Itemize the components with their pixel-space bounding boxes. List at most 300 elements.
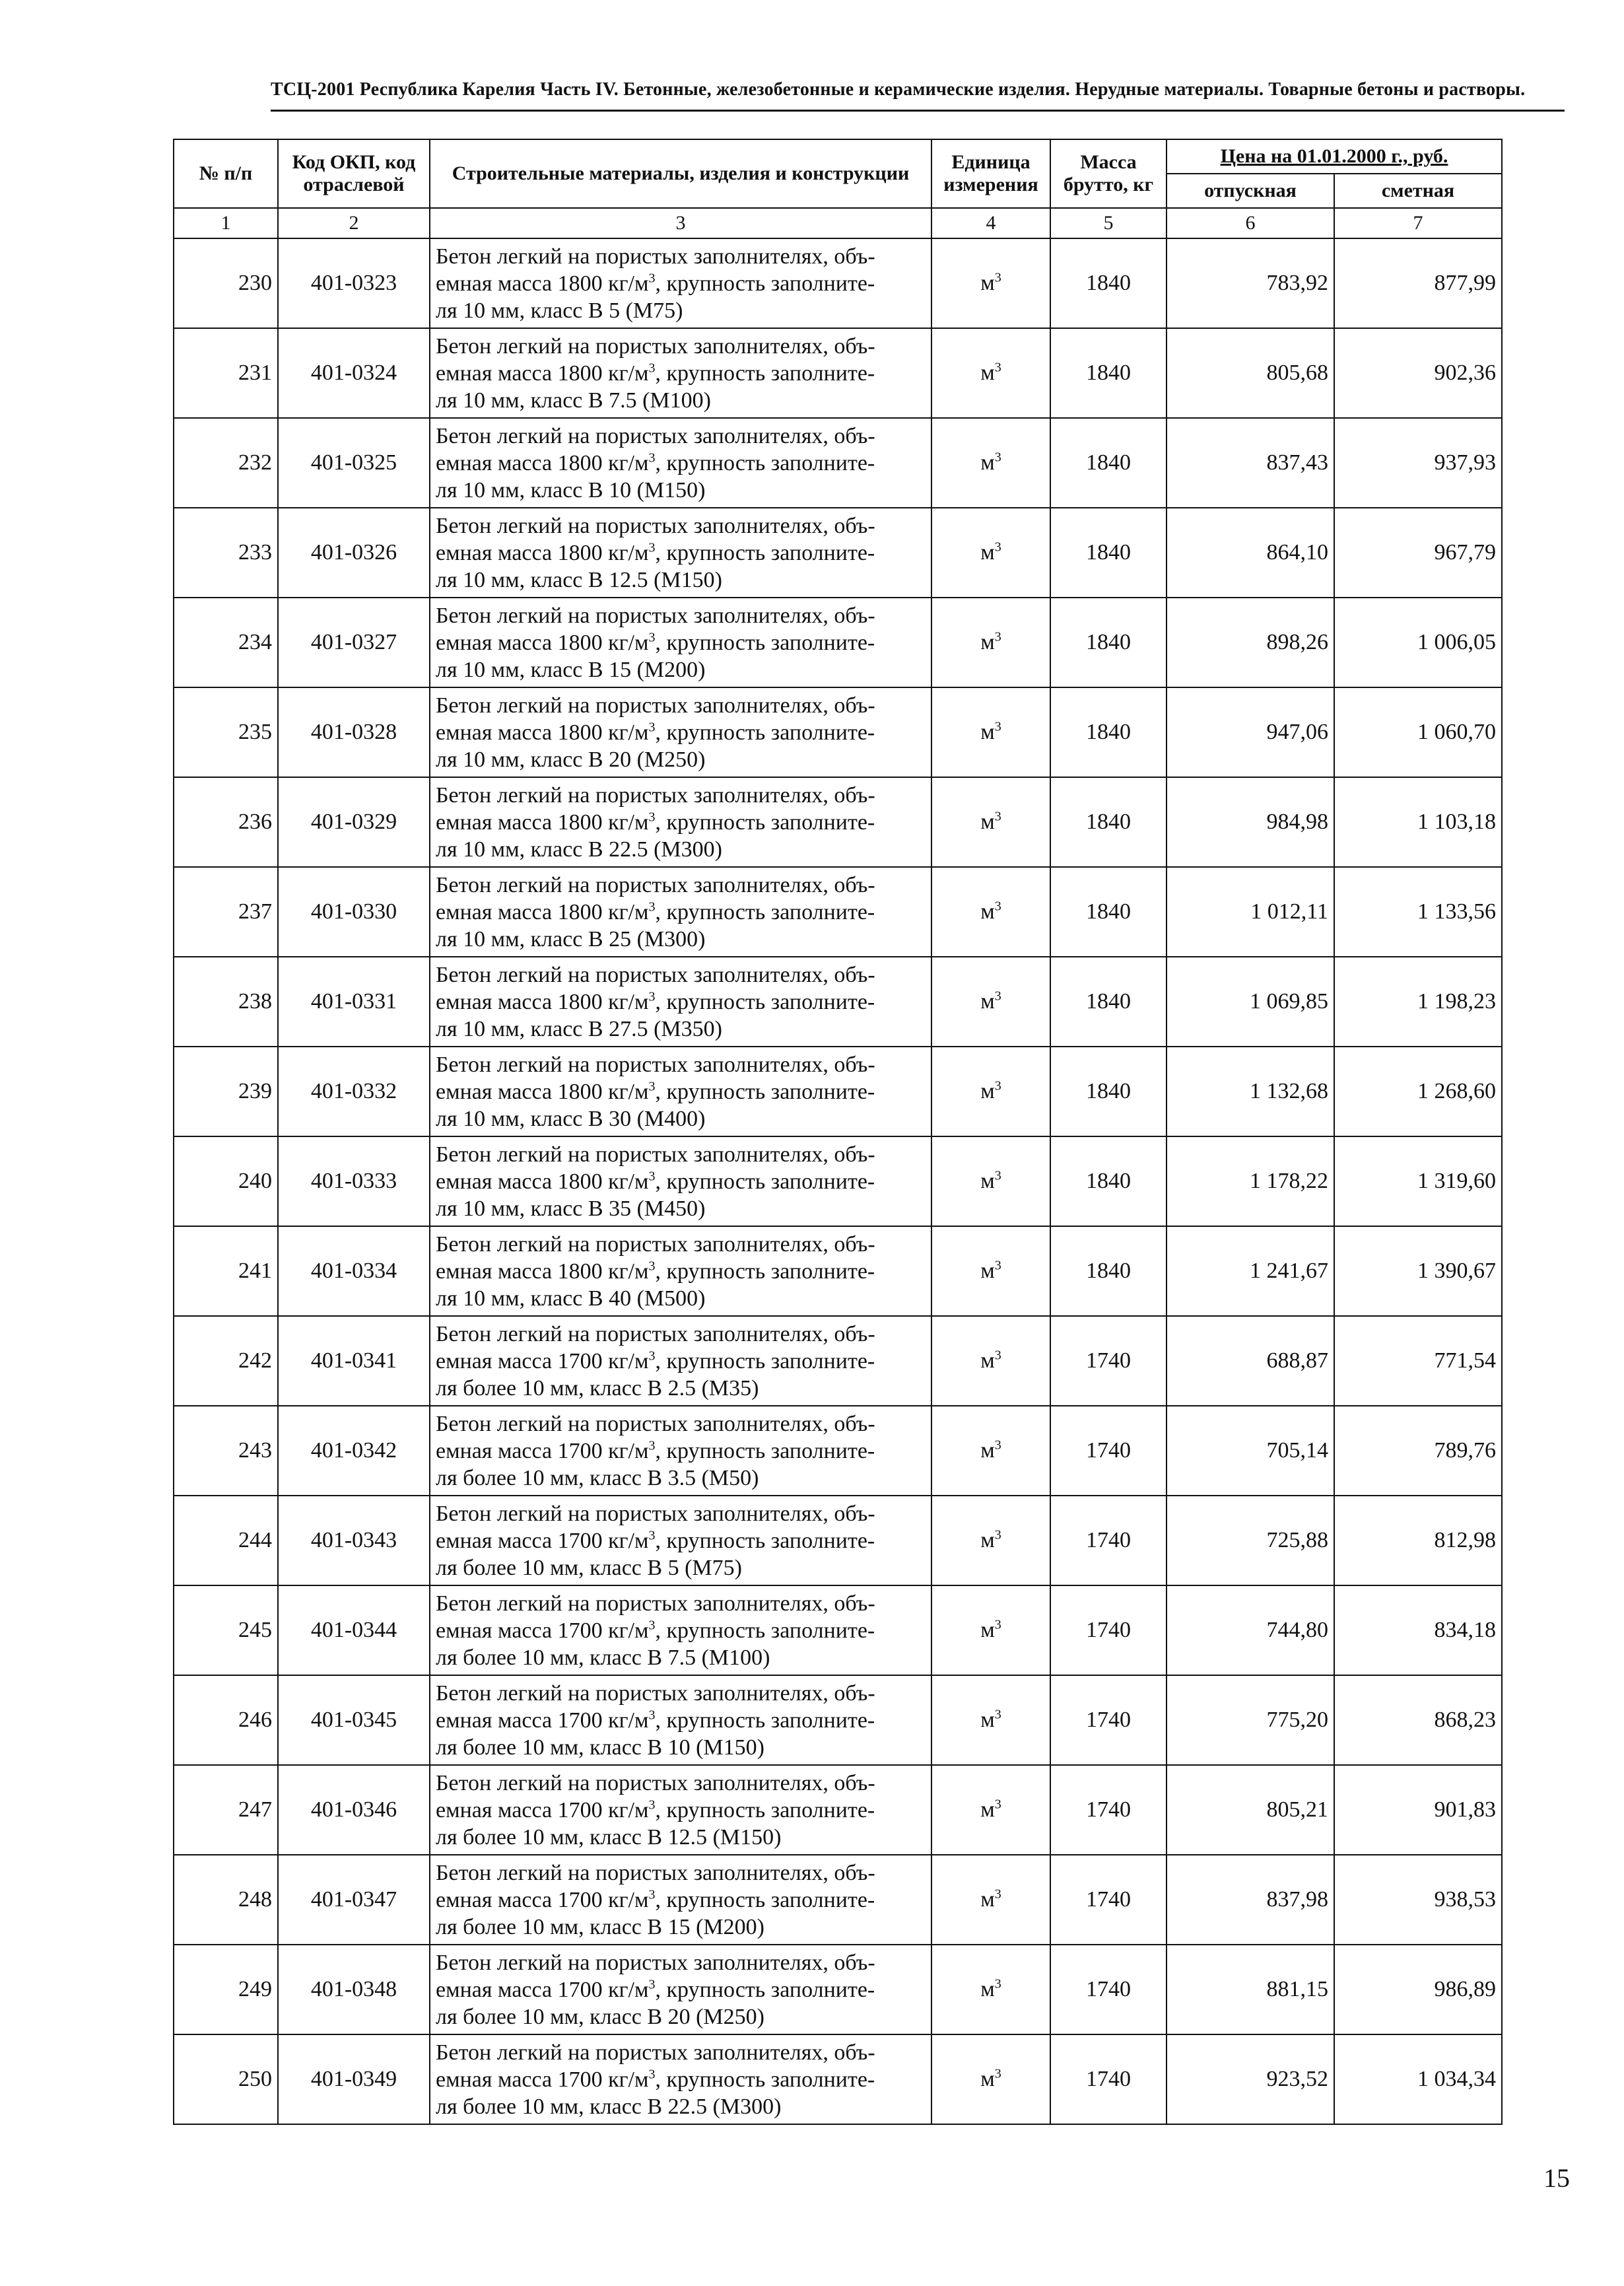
okp-code: 401-0323 bbox=[278, 238, 430, 328]
unit-exponent: 3 bbox=[648, 540, 656, 555]
okp-code: 401-0348 bbox=[278, 1945, 430, 2034]
unit-exponent: 3 bbox=[994, 1887, 1001, 1902]
description-line: ля 10 мм, класс В 12.5 (М150) bbox=[436, 567, 722, 592]
estimate-price: 1 198,23 bbox=[1334, 957, 1502, 1047]
okp-code: 401-0324 bbox=[278, 328, 430, 418]
description-line: емная масса 1800 кг/м bbox=[436, 720, 649, 745]
description-line: ля более 10 мм, класс В 10 (М150) bbox=[436, 1735, 764, 1760]
estimate-price: 1 133,56 bbox=[1334, 867, 1502, 957]
row-number: 234 bbox=[174, 598, 278, 687]
description-line: емная масса 1700 кг/м bbox=[436, 2067, 649, 2092]
description-line: , крупность заполните- bbox=[655, 1708, 875, 1733]
unit-of-measure bbox=[931, 238, 1050, 328]
unit-exponent: 3 bbox=[994, 1168, 1001, 1183]
description-line: ля 10 мм, класс В 35 (М450) bbox=[436, 1196, 706, 1221]
release-price: 1 178,22 bbox=[1167, 1136, 1334, 1226]
unit-exponent: 3 bbox=[648, 810, 656, 825]
description-line: емная масса 1800 кг/м bbox=[436, 540, 649, 565]
description-line: ля 10 мм, класс В 20 (М250) bbox=[436, 747, 706, 772]
unit-of-measure bbox=[931, 1945, 1050, 2034]
row-number: 243 bbox=[174, 1406, 278, 1496]
release-price: 837,98 bbox=[1167, 1855, 1334, 1945]
description-line: , крупность заполните- bbox=[655, 2067, 875, 2092]
description-line: ля 10 мм, класс В 15 (М200) bbox=[436, 657, 706, 682]
unit-base: м bbox=[980, 1079, 995, 1103]
okp-code: 401-0344 bbox=[278, 1585, 430, 1675]
unit-exponent: 3 bbox=[994, 988, 1001, 1004]
description-line: емная масса 1800 кг/м bbox=[436, 899, 649, 924]
unit-of-measure bbox=[931, 328, 1050, 418]
gross-mass: 1740 bbox=[1050, 2034, 1167, 2124]
unit-base: м bbox=[980, 1169, 995, 1193]
gross-mass: 1740 bbox=[1050, 1945, 1167, 2034]
description-line: , крупность заполните- bbox=[655, 361, 875, 386]
unit-exponent: 3 bbox=[994, 629, 1001, 644]
gross-mass: 1840 bbox=[1050, 508, 1167, 598]
gross-mass: 1840 bbox=[1050, 1136, 1167, 1226]
unit-of-measure bbox=[931, 2034, 1050, 2124]
unit-exponent: 3 bbox=[648, 1528, 656, 1543]
material-description bbox=[430, 1316, 931, 1406]
table-row bbox=[174, 598, 1502, 687]
unit-exponent: 3 bbox=[994, 360, 1001, 375]
release-price: 775,20 bbox=[1167, 1675, 1334, 1765]
table-row bbox=[174, 777, 1502, 867]
estimate-price: 1 034,34 bbox=[1334, 2034, 1502, 2124]
gross-mass: 1840 bbox=[1050, 957, 1167, 1047]
header-divider bbox=[271, 110, 1565, 112]
estimate-price: 1 006,05 bbox=[1334, 598, 1502, 687]
row-number: 231 bbox=[174, 328, 278, 418]
release-price: 688,87 bbox=[1167, 1316, 1334, 1406]
okp-code: 401-0327 bbox=[278, 598, 430, 687]
description-line: емная масса 1800 кг/м bbox=[436, 630, 649, 655]
row-number: 239 bbox=[174, 1047, 278, 1136]
table-row bbox=[174, 2034, 1502, 2124]
unit-of-measure bbox=[931, 1765, 1050, 1855]
unit-of-measure bbox=[931, 1496, 1050, 1585]
unit-of-measure bbox=[931, 1585, 1050, 1675]
description-line: ля 10 мм, класс В 10 (М150) bbox=[436, 477, 706, 502]
description-line: , крупность заполните- bbox=[655, 271, 875, 296]
description-line: емная масса 1800 кг/м bbox=[436, 810, 649, 835]
description-line: емная масса 1800 кг/м bbox=[436, 450, 649, 475]
description-line: ля более 10 мм, класс В 7.5 (М100) bbox=[436, 1645, 770, 1670]
unit-exponent: 3 bbox=[648, 1977, 656, 1992]
unit-base: м bbox=[980, 1259, 995, 1283]
description-line: Бетон легкий на пористых заполнителях, объ- bbox=[436, 872, 875, 897]
description-line: , крупность заполните- bbox=[655, 1348, 875, 1373]
description-line: ля 10 мм, класс В 22.5 (М300) bbox=[436, 837, 722, 862]
estimate-price: 1 390,67 bbox=[1334, 1226, 1502, 1316]
row-number: 241 bbox=[174, 1226, 278, 1316]
unit-exponent: 3 bbox=[994, 1976, 1001, 1992]
release-price: 1 132,68 bbox=[1167, 1047, 1334, 1136]
description-line: емная масса 1700 кг/м bbox=[436, 1438, 649, 1463]
unit-exponent: 3 bbox=[648, 271, 656, 286]
unit-exponent: 3 bbox=[648, 1887, 656, 1902]
material-description bbox=[430, 1226, 931, 1316]
description-line: емная масса 1800 кг/м bbox=[436, 1079, 649, 1104]
row-number: 249 bbox=[174, 1945, 278, 2034]
unit-of-measure bbox=[931, 1316, 1050, 1406]
row-number: 248 bbox=[174, 1855, 278, 1945]
unit-exponent: 3 bbox=[648, 450, 656, 466]
okp-code: 401-0332 bbox=[278, 1047, 430, 1136]
row-number: 244 bbox=[174, 1496, 278, 1585]
estimate-price: 834,18 bbox=[1334, 1585, 1502, 1675]
okp-code: 401-0325 bbox=[278, 418, 430, 508]
release-price: 705,14 bbox=[1167, 1406, 1334, 1496]
unit-exponent: 3 bbox=[994, 1707, 1001, 1722]
unit-of-measure bbox=[931, 1406, 1050, 1496]
unit-exponent: 3 bbox=[648, 989, 656, 1004]
table-row bbox=[174, 1585, 1502, 1675]
description-line: , крупность заполните- bbox=[655, 1079, 875, 1104]
description-line: Бетон легкий на пористых заполнителях, объ- bbox=[436, 1950, 875, 1975]
column-number: 4 bbox=[931, 208, 1050, 238]
unit-base: м bbox=[980, 1348, 995, 1373]
description-line: ля более 10 мм, класс В 3.5 (М50) bbox=[436, 1465, 759, 1490]
material-description bbox=[430, 1496, 931, 1585]
header-unit: Единица измерения bbox=[931, 139, 1050, 208]
description-line: емная масса 1700 кг/м bbox=[436, 1618, 649, 1643]
table-body bbox=[174, 238, 1502, 2124]
gross-mass: 1840 bbox=[1050, 598, 1167, 687]
unit-base: м bbox=[980, 1438, 995, 1463]
row-number: 242 bbox=[174, 1316, 278, 1406]
okp-code: 401-0329 bbox=[278, 777, 430, 867]
table-row bbox=[174, 1765, 1502, 1855]
column-number: 1 bbox=[174, 208, 278, 238]
unit-exponent: 3 bbox=[648, 1079, 656, 1094]
release-price: 1 012,11 bbox=[1167, 867, 1334, 957]
description-line: емная масса 1800 кг/м bbox=[436, 1259, 649, 1284]
unit-exponent: 3 bbox=[994, 1437, 1001, 1453]
unit-of-measure bbox=[931, 1855, 1050, 1945]
release-price: 984,98 bbox=[1167, 777, 1334, 867]
unit-base: м bbox=[980, 1708, 995, 1732]
description-line: емная масса 1800 кг/м bbox=[436, 1169, 649, 1194]
description-line: емная масса 1700 кг/м bbox=[436, 1528, 649, 1553]
unit-of-measure bbox=[931, 957, 1050, 1047]
estimate-price: 938,53 bbox=[1334, 1855, 1502, 1945]
description-line: емная масса 1800 кг/м bbox=[436, 989, 649, 1014]
row-number: 246 bbox=[174, 1675, 278, 1765]
table-row bbox=[174, 1316, 1502, 1406]
description-line: ля более 10 мм, класс В 12.5 (М150) bbox=[436, 1824, 782, 1850]
okp-code: 401-0343 bbox=[278, 1496, 430, 1585]
table-row bbox=[174, 238, 1502, 328]
unit-base: м bbox=[980, 2067, 995, 2091]
estimate-price: 937,93 bbox=[1334, 418, 1502, 508]
page-number: 15 bbox=[1543, 2163, 1570, 2193]
release-price: 805,21 bbox=[1167, 1765, 1334, 1855]
description-line: , крупность заполните- bbox=[655, 630, 875, 655]
unit-of-measure bbox=[931, 598, 1050, 687]
unit-base: м bbox=[980, 899, 995, 924]
column-number: 5 bbox=[1050, 208, 1167, 238]
unit-exponent: 3 bbox=[648, 361, 656, 376]
okp-code: 401-0328 bbox=[278, 687, 430, 777]
unit-exponent: 3 bbox=[648, 1438, 656, 1453]
unit-exponent: 3 bbox=[994, 270, 1001, 285]
description-line: , крупность заполните- bbox=[655, 1618, 875, 1643]
release-price: 725,88 bbox=[1167, 1496, 1334, 1585]
table-row bbox=[174, 328, 1502, 418]
description-line: Бетон легкий на пористых заполнителях, объ- bbox=[436, 2040, 875, 2065]
header-code: Код ОКП, код отраслевой bbox=[278, 139, 430, 208]
release-price: 837,43 bbox=[1167, 418, 1334, 508]
description-line: Бетон легкий на пористых заполнителях, объ- bbox=[436, 1231, 875, 1257]
estimate-price: 771,54 bbox=[1334, 1316, 1502, 1406]
material-description bbox=[430, 2034, 931, 2124]
unit-base: м bbox=[980, 810, 995, 834]
release-price: 898,26 bbox=[1167, 598, 1334, 687]
unit-exponent: 3 bbox=[648, 1259, 656, 1274]
estimate-price: 902,36 bbox=[1334, 328, 1502, 418]
unit-base: м bbox=[980, 989, 995, 1014]
description-line: Бетон легкий на пористых заполнителях, объ- bbox=[436, 1142, 875, 1167]
unit-base: м bbox=[980, 271, 995, 295]
okp-code: 401-0341 bbox=[278, 1316, 430, 1406]
gross-mass: 1840 bbox=[1050, 687, 1167, 777]
unit-base: м bbox=[980, 361, 995, 385]
description-line: Бетон легкий на пористых заполнителях, объ- bbox=[436, 1411, 875, 1436]
header-estimate-price: сметная bbox=[1334, 174, 1502, 208]
okp-code: 401-0349 bbox=[278, 2034, 430, 2124]
unit-exponent: 3 bbox=[994, 1797, 1001, 1812]
estimate-price: 1 060,70 bbox=[1334, 687, 1502, 777]
estimate-price: 1 319,60 bbox=[1334, 1136, 1502, 1226]
okp-code: 401-0347 bbox=[278, 1855, 430, 1945]
header-num: № п/п bbox=[174, 139, 278, 208]
unit-exponent: 3 bbox=[648, 1618, 656, 1633]
table-row bbox=[174, 1226, 1502, 1316]
column-number: 6 bbox=[1167, 208, 1334, 238]
material-description bbox=[430, 598, 931, 687]
description-line: Бетон легкий на пористых заполнителях, объ- bbox=[436, 513, 875, 538]
description-line: ля 10 мм, класс В 40 (М500) bbox=[436, 1286, 706, 1311]
row-number: 238 bbox=[174, 957, 278, 1047]
unit-exponent: 3 bbox=[994, 899, 1001, 914]
estimate-price: 967,79 bbox=[1334, 508, 1502, 598]
description-line: , крупность заполните- bbox=[655, 1977, 875, 2002]
unit-of-measure bbox=[931, 777, 1050, 867]
description-line: ля 10 мм, класс В 25 (М300) bbox=[436, 926, 706, 952]
unit-of-measure bbox=[931, 1136, 1050, 1226]
estimate-price: 868,23 bbox=[1334, 1675, 1502, 1765]
unit-exponent: 3 bbox=[994, 719, 1001, 734]
gross-mass: 1840 bbox=[1050, 328, 1167, 418]
gross-mass: 1840 bbox=[1050, 867, 1167, 957]
row-number: 250 bbox=[174, 2034, 278, 2124]
description-line: , крупность заполните- bbox=[655, 720, 875, 745]
unit-base: м bbox=[980, 540, 995, 565]
table-row bbox=[174, 1047, 1502, 1136]
unit-exponent: 3 bbox=[648, 899, 656, 915]
description-line: , крупность заполните- bbox=[655, 1169, 875, 1194]
unit-exponent: 3 bbox=[994, 1078, 1001, 1093]
row-number: 240 bbox=[174, 1136, 278, 1226]
description-line: емная масса 1700 кг/м bbox=[436, 1797, 649, 1822]
material-description bbox=[430, 1585, 931, 1675]
unit-base: м bbox=[980, 1887, 995, 1912]
header-mass: Масса брутто, кг bbox=[1050, 139, 1167, 208]
gross-mass: 1840 bbox=[1050, 418, 1167, 508]
table-row bbox=[174, 1855, 1502, 1945]
release-price: 947,06 bbox=[1167, 687, 1334, 777]
gross-mass: 1740 bbox=[1050, 1316, 1167, 1406]
estimate-price: 1 268,60 bbox=[1334, 1047, 1502, 1136]
gross-mass: 1840 bbox=[1050, 1226, 1167, 1316]
estimate-price: 901,83 bbox=[1334, 1765, 1502, 1855]
release-price: 1 069,85 bbox=[1167, 957, 1334, 1047]
table-row bbox=[174, 957, 1502, 1047]
description-line: ля более 10 мм, класс В 15 (М200) bbox=[436, 1914, 764, 1939]
unit-base: м bbox=[980, 1797, 995, 1822]
description-line: Бетон легкий на пористых заполнителях, объ- bbox=[436, 1860, 875, 1885]
table-row bbox=[174, 508, 1502, 598]
estimate-price: 877,99 bbox=[1334, 238, 1502, 328]
column-number: 3 bbox=[430, 208, 931, 238]
description-line: , крупность заполните- bbox=[655, 1259, 875, 1284]
description-line: емная масса 1800 кг/м bbox=[436, 361, 649, 386]
description-line: Бетон легкий на пористых заполнителях, объ- bbox=[436, 333, 875, 359]
material-description bbox=[430, 1047, 931, 1136]
row-number: 230 bbox=[174, 238, 278, 328]
description-line: емная масса 1700 кг/м bbox=[436, 1708, 649, 1733]
description-line: , крупность заполните- bbox=[655, 1438, 875, 1463]
release-price: 1 241,67 bbox=[1167, 1226, 1334, 1316]
material-description bbox=[430, 1765, 931, 1855]
gross-mass: 1740 bbox=[1050, 1406, 1167, 1496]
table-row bbox=[174, 1136, 1502, 1226]
unit-exponent: 3 bbox=[994, 1527, 1001, 1542]
header-material: Строительные материалы, изделия и конструкции bbox=[430, 139, 931, 208]
gross-mass: 1740 bbox=[1050, 1585, 1167, 1675]
description-line: , крупность заполните- bbox=[655, 1887, 875, 1912]
unit-exponent: 3 bbox=[648, 1169, 656, 1184]
material-description bbox=[430, 867, 931, 957]
description-line: ля 10 мм, класс В 5 (М75) bbox=[436, 298, 683, 323]
okp-code: 401-0326 bbox=[278, 508, 430, 598]
row-number: 236 bbox=[174, 777, 278, 867]
unit-base: м bbox=[980, 1528, 995, 1552]
gross-mass: 1740 bbox=[1050, 1855, 1167, 1945]
material-description bbox=[430, 1406, 931, 1496]
row-number: 245 bbox=[174, 1585, 278, 1675]
release-price: 744,80 bbox=[1167, 1585, 1334, 1675]
unit-exponent: 3 bbox=[648, 1797, 656, 1813]
material-description bbox=[430, 777, 931, 867]
page-header: ТСЦ-2001 Республика Карелия Часть IV. Бетонные, железобетонные и керамические изделия. Нерудные материалы. Товарные бетоны и растворы. bbox=[271, 79, 1526, 100]
release-price: 783,92 bbox=[1167, 238, 1334, 328]
description-line: ля 10 мм, класс В 30 (М400) bbox=[436, 1106, 706, 1131]
unit-of-measure bbox=[931, 508, 1050, 598]
unit-exponent: 3 bbox=[994, 1617, 1001, 1632]
description-line: Бетон легкий на пористых заполнителях, объ- bbox=[436, 1680, 875, 1706]
description-line: Бетон легкий на пористых заполнителях, объ- bbox=[436, 423, 875, 448]
description-line: Бетон легкий на пористых заполнителях, объ- bbox=[436, 693, 875, 718]
gross-mass: 1740 bbox=[1050, 1765, 1167, 1855]
unit-of-measure bbox=[931, 1226, 1050, 1316]
release-price: 881,15 bbox=[1167, 1945, 1334, 2034]
okp-code: 401-0346 bbox=[278, 1765, 430, 1855]
description-line: ля более 10 мм, класс В 5 (М75) bbox=[436, 1555, 742, 1580]
description-line: ля 10 мм, класс В 27.5 (М350) bbox=[436, 1016, 722, 1041]
material-description bbox=[430, 1675, 931, 1765]
material-description bbox=[430, 1136, 931, 1226]
table-row bbox=[174, 867, 1502, 957]
description-line: Бетон легкий на пористых заполнителях, объ- bbox=[436, 962, 875, 987]
estimate-price: 1 103,18 bbox=[1334, 777, 1502, 867]
row-number: 232 bbox=[174, 418, 278, 508]
unit-base: м bbox=[980, 630, 995, 654]
description-line: , крупность заполните- bbox=[655, 899, 875, 924]
unit-exponent: 3 bbox=[994, 1258, 1001, 1273]
column-number: 2 bbox=[278, 208, 430, 238]
description-line: , крупность заполните- bbox=[655, 450, 875, 475]
description-line: ля 10 мм, класс В 7.5 (М100) bbox=[436, 388, 711, 413]
unit-base: м bbox=[980, 1618, 995, 1642]
description-line: емная масса 1800 кг/м bbox=[436, 271, 649, 296]
unit-of-measure bbox=[931, 1047, 1050, 1136]
description-line: ля более 10 мм, класс В 22.5 (М300) bbox=[436, 2094, 782, 2119]
column-number-row bbox=[174, 208, 1502, 238]
estimate-price: 812,98 bbox=[1334, 1496, 1502, 1585]
row-number: 233 bbox=[174, 508, 278, 598]
release-price: 805,68 bbox=[1167, 328, 1334, 418]
okp-code: 401-0342 bbox=[278, 1406, 430, 1496]
description-line: ля более 10 мм, класс В 20 (М250) bbox=[436, 2004, 764, 2029]
description-line: Бетон легкий на пористых заполнителях, объ- bbox=[436, 782, 875, 808]
unit-exponent: 3 bbox=[994, 809, 1001, 824]
description-line: , крупность заполните- bbox=[655, 1528, 875, 1553]
table-row bbox=[174, 1496, 1502, 1585]
table-row bbox=[174, 1406, 1502, 1496]
okp-code: 401-0333 bbox=[278, 1136, 430, 1226]
unit-of-measure bbox=[931, 687, 1050, 777]
description-line: Бетон легкий на пористых заполнителях, объ- bbox=[436, 244, 875, 269]
unit-of-measure bbox=[931, 867, 1050, 957]
table-row bbox=[174, 687, 1502, 777]
header-price: Цена на 01.01.2000 г., руб. bbox=[1167, 139, 1502, 174]
gross-mass: 1840 bbox=[1050, 238, 1167, 328]
gross-mass: 1840 bbox=[1050, 1047, 1167, 1136]
unit-exponent: 3 bbox=[994, 1348, 1001, 1363]
description-line: , крупность заполните- bbox=[655, 810, 875, 835]
row-number: 235 bbox=[174, 687, 278, 777]
column-number: 7 bbox=[1334, 208, 1502, 238]
description-line: , крупность заполните- bbox=[655, 1797, 875, 1822]
material-description bbox=[430, 238, 931, 328]
material-description bbox=[430, 687, 931, 777]
description-line: Бетон легкий на пористых заполнителях, объ- bbox=[436, 1591, 875, 1616]
unit-exponent: 3 bbox=[648, 1348, 656, 1364]
estimate-price: 986,89 bbox=[1334, 1945, 1502, 2034]
unit-base: м bbox=[980, 720, 995, 744]
gross-mass: 1740 bbox=[1050, 1675, 1167, 1765]
description-line: емная масса 1700 кг/м bbox=[436, 1977, 649, 2002]
description-line: емная масса 1700 кг/м bbox=[436, 1348, 649, 1373]
row-number: 247 bbox=[174, 1765, 278, 1855]
unit-exponent: 3 bbox=[994, 450, 1001, 465]
release-price: 923,52 bbox=[1167, 2034, 1334, 2124]
material-description bbox=[430, 508, 931, 598]
description-line: Бетон легкий на пористых заполнителях, объ- bbox=[436, 1770, 875, 1795]
material-description bbox=[430, 957, 931, 1047]
